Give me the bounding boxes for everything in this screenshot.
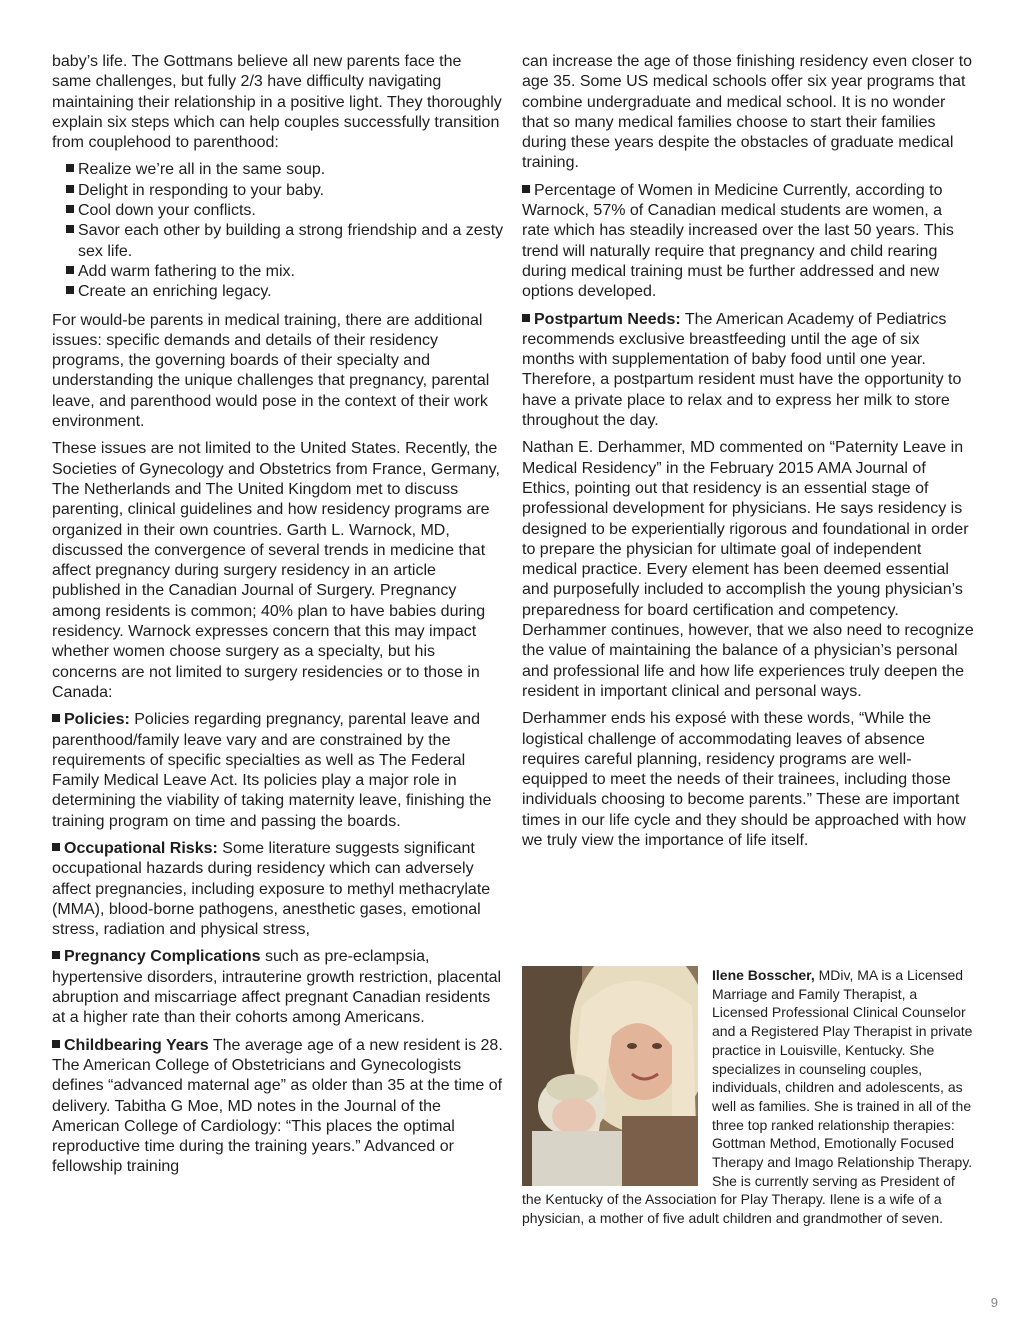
list-item: Savor each other by building a strong friendship and a zesty sex life. (66, 221, 504, 262)
square-bullet-icon (522, 185, 530, 193)
postpartum-needs-paragraph: Postpartum Needs: The American Academy of Pediatrics recommends exclusive breastfeeding until the age of six months with supplementation of baby food until one year. Therefore, a postpartum resident must have the opportunity to have a private place to relax and to express her milk to store throughout the day. (522, 310, 962, 430)
paragraph: Nathan E. Derhammer, MD commented on “Paternity Leave in Medical Residency” in the February 2015 AMA Journal of Ethics, pointing out that residency is an essential stage of professional development for physicians. He says residency is designed to be experientially rigorous and foundational in order to prepare the physician for ultimate goal of independent medical practice. Every element has been deemed essential and purposefully included to accomplish the young physician’s preparedness for board certification and competency. Derhammer continues, however, that we also need to recognize the value of maintaining the balance of a physician’s personal and professional life and how life experiences truly deepen the resident in important clinical and personal ways. (522, 439, 974, 700)
policies-heading: Policies: (64, 711, 130, 729)
square-bullet-icon (66, 225, 74, 233)
author-bio (522, 966, 974, 1228)
postpartum-needs-heading: Postpartum Needs: (534, 310, 681, 328)
women-in-medicine-paragraph: Percentage of Women in Medicine Currently, according to Warnock, 57% of Canadian medical students are women, a rate which has steadily increased over the last 50 years. This trend will naturally require that pregnancy and child rearing during medical training must be further addressed and new options developed. (522, 181, 954, 301)
bio-text: Ilene Bosscher, MDiv, MA is a Licensed Marriage and Family Therapist, a Licensed Professional Clinical Counselor and a Registered Play Therapist in private practice in Louisville, Kentucky. She specializes in counseling couples, individuals, children and adolescents, as well as families. She is trained in all of the three top ranked relationship therapies: Gottman Method, Emotionally Focused Therapy and Imago Relationship Therapy. She is currently serving as President of the Kentucky of the Association for Play Therapy. Ilene is a wife of a physician, a mother of five adult children and grandmother of seven. (522, 967, 973, 1227)
square-bullet-icon (52, 1040, 60, 1048)
square-bullet-icon (66, 286, 74, 294)
occupational-risks-heading: Occupational Risks: (64, 839, 218, 857)
childbearing-years-heading: Childbearing Years (64, 1036, 209, 1054)
pregnancy-complications-paragraph: Pregnancy Complications such as pre-eclampsia, hypertensive disorders, intrauterine growth restriction, placental abruption and miscarriage affect pregnant Canadian residents at a higher rate than their cohorts among Americans. (52, 948, 502, 1027)
list-item: Realize we’re all in the same soup. (66, 160, 504, 180)
author-photo (522, 966, 698, 1186)
square-bullet-icon (66, 266, 74, 274)
pregnancy-complications-heading: Pregnancy Complications (64, 948, 261, 966)
square-bullet-icon (66, 185, 74, 193)
list-item: Cool down your conflicts. (66, 201, 504, 221)
paragraph: can increase the age of those finishing residency even closer to age 35. Some US medical schools offer six year programs that combine undergraduate and medical school. It is no wonder that so many medical families choose to start their families during these years despite the obstacles of graduate medical training. (522, 53, 973, 172)
author-name: Ilene Bosscher, (712, 967, 815, 983)
list-item: Create an enriching legacy. (66, 282, 504, 302)
author-with-baby-image (522, 966, 698, 1186)
paragraph: Derhammer ends his exposé with these words, “While the logistical challenge of accommodating leaves of absence requires careful planning, residency programs are well-equipped to meet the needs of their trainees, including those individuals choosing to become parents.” These are important times in our life cycle and they should be approached with how we truly view the importance of life itself. (522, 710, 966, 849)
left-column (52, 52, 504, 1185)
square-bullet-icon (52, 843, 60, 851)
occupational-risks-paragraph: Occupational Risks: Some literature suggests significant occupational hazards during residency which can adversely affect pregnancies, including exposure to methyl methacrylate (MMA), blood-borne pathogens, anesthetic gases, emotional stress, radiation and physical stress, (52, 839, 491, 939)
square-bullet-icon (66, 164, 74, 172)
square-bullet-icon (52, 951, 60, 959)
paragraph: baby’s life. The Gottmans believe all new parents face the same challenges, but fully 2/3 have difficulty navigating maintaining their relationship in a positive light. They thoroughly explain six steps which can help couples successfully transition from couplehood to parenthood: (52, 53, 502, 152)
square-bullet-icon (52, 714, 60, 722)
page-number: 9 (990, 1295, 998, 1310)
paragraph: For would-be parents in medical training, there are additional issues: specific demands and details of their residency programs, the governing boards of their specialty and understanding the unique challenges that pregnancy, parental leave, and parenthood would pose in the context of their work environment. (52, 311, 490, 431)
list-item: Add warm fathering to the mix. (66, 262, 504, 282)
square-bullet-icon (522, 314, 530, 322)
policies-paragraph: Policies: Policies regarding pregnancy, parental leave and parenthood/family leave vary and are constrained by the requirements of specific specialties as well as The Federal Family Medical Leave Act. Its policies play a major role in determining the viability of taking maternity leave, finishing the training program on time and passing the boards. (52, 711, 492, 830)
right-column (522, 52, 974, 858)
paragraph: These issues are not limited to the United States. Recently, the Societies of Gynecology and Obstetrics from France, Germany, The Netherlands and The United Kingdom met to discuss parenting, clinical guidelines and how residency programs are organized in their own countries. Garth L. Warnock, MD, discussed the convergence of several trends in medicine that affect pregnancy during surgery residency in an article published in the Canadian Journal of Surgery. Pregnancy among residents is common; 40% plan to have babies during residency. Warnock expresses concern that this may impact whether women choose surgery as a specialty, but his concerns are not limited to surgery residencies or to those in Canada: (52, 440, 500, 701)
gottman-steps-list (66, 160, 504, 302)
list-item: Delight in responding to your baby. (66, 181, 504, 201)
square-bullet-icon (66, 205, 74, 213)
childbearing-years-paragraph: Childbearing Years The average age of a new resident is 28. The American College of Obstetricians and Gynecologists defines “advanced maternal age” as older than 35 at the time of delivery. Tabitha G Moe, MD notes in the Journal of the American College of Cardiology: “This places the optimal reproductive time during the training years.” Advanced or fellowship training (52, 1036, 503, 1176)
